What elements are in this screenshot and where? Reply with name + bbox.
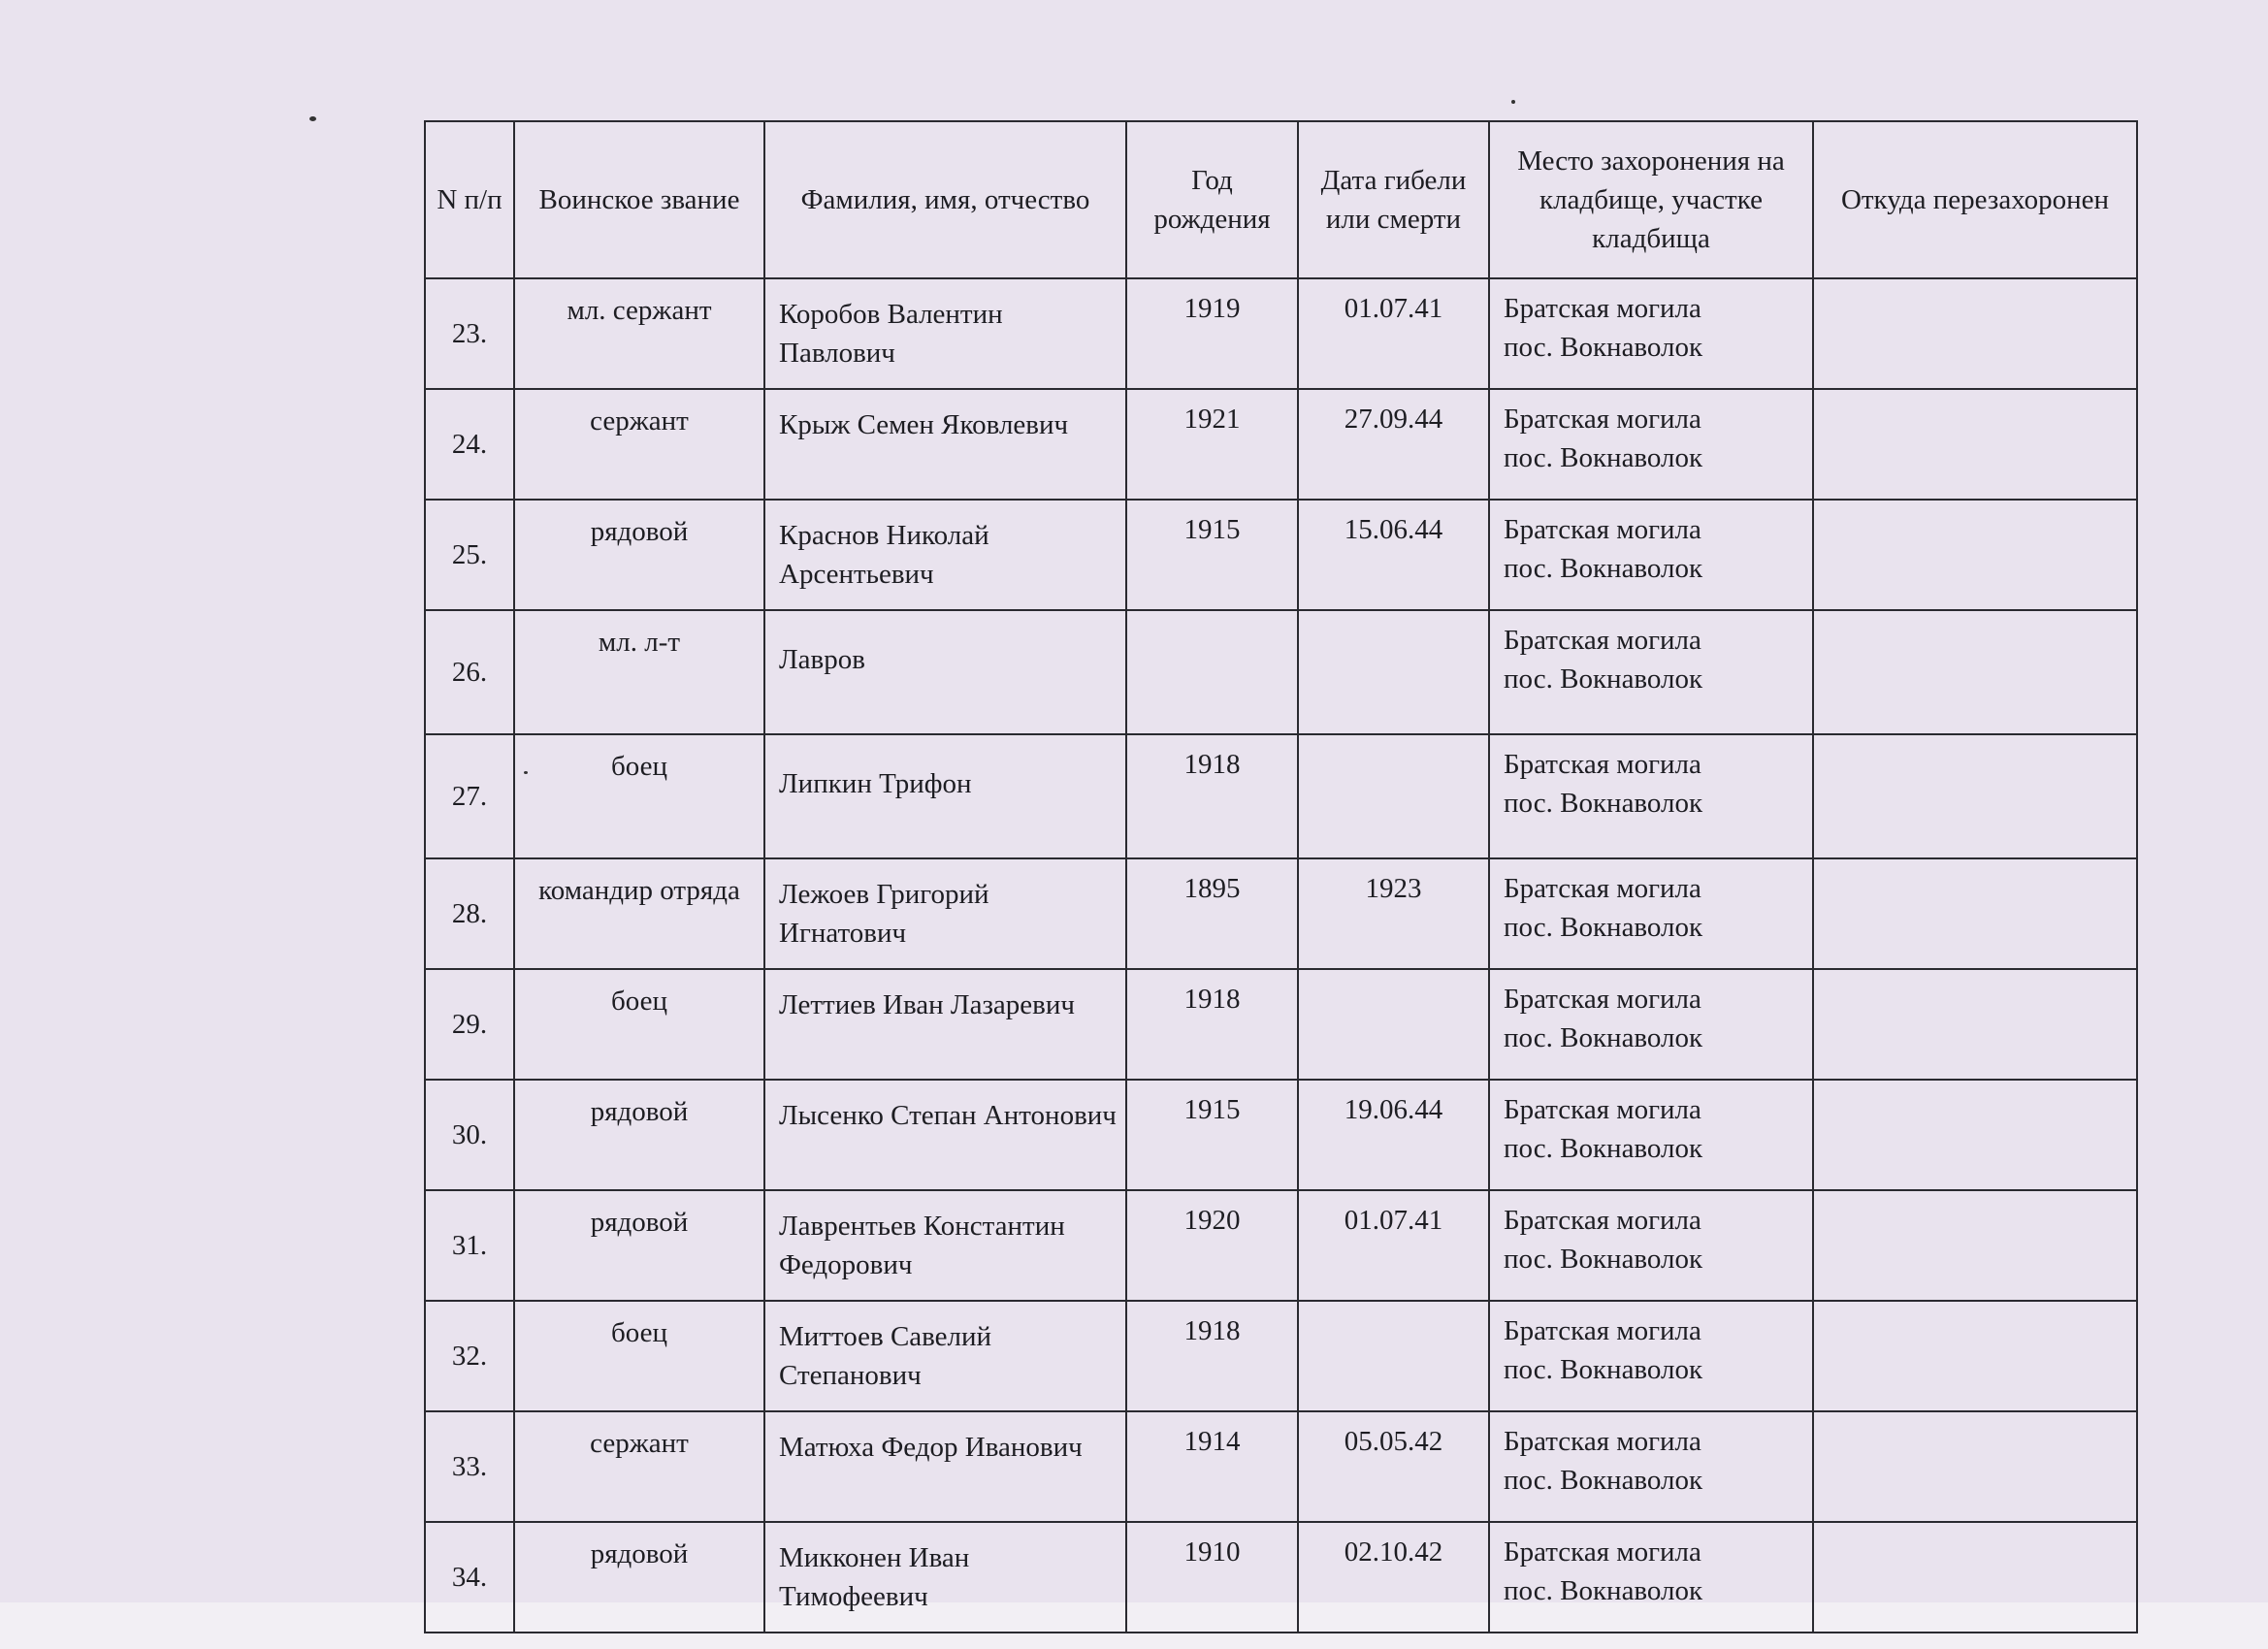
table-row — [425, 1301, 2137, 1411]
row-burial-place — [1489, 858, 1813, 969]
row-birth-year — [1126, 610, 1298, 734]
row-reburied-from — [1813, 389, 2137, 500]
row-reburied-from — [1813, 858, 2137, 969]
row-birth-year: 1921 — [1126, 389, 1298, 500]
burial-place-line1: Братская могила — [1504, 873, 1701, 904]
row-burial-place — [1489, 969, 1813, 1080]
row-reburied-from — [1813, 500, 2137, 610]
burial-place-line1: Братская могила — [1504, 1536, 1701, 1568]
row-burial-place — [1489, 278, 1813, 389]
row-reburied-from — [1813, 1080, 2137, 1190]
row-number: 34. — [425, 1522, 514, 1633]
row-rank: рядовой — [514, 1080, 764, 1190]
burial-place-line2: пос. Вокнаволок — [1504, 912, 1703, 943]
burial-place-line1: Братская могила — [1504, 984, 1701, 1015]
row-burial-place — [1489, 610, 1813, 734]
row-number: 31. — [425, 1190, 514, 1301]
burial-place-line2: пос. Вокнаволок — [1504, 1465, 1703, 1496]
table-row — [425, 1190, 2137, 1301]
row-number: 25. — [425, 500, 514, 610]
row-birth-year: 1918 — [1126, 969, 1298, 1080]
row-reburied-from — [1813, 969, 2137, 1080]
burial-place-line2: пос. Вокнаволок — [1504, 1133, 1703, 1164]
burial-place-line2: пос. Вокнаволок — [1504, 1575, 1703, 1606]
row-death-date — [1298, 610, 1489, 734]
burial-place-line2: пос. Вокнаволок — [1504, 788, 1703, 819]
row-death-date: 27.09.44 — [1298, 389, 1489, 500]
table-row — [425, 500, 2137, 610]
burial-place-line2: пос. Вокнаволок — [1504, 332, 1703, 363]
burial-place-line2: пос. Вокнаволок — [1504, 1022, 1703, 1053]
row-rank: сержант — [514, 1411, 764, 1522]
row-reburied-from — [1813, 610, 2137, 734]
row-death-date: 05.05.42 — [1298, 1411, 1489, 1522]
row-birth-year: 1915 — [1126, 1080, 1298, 1190]
row-name: Лаврентьев Константин Федорович — [764, 1190, 1126, 1301]
row-birth-year: 1919 — [1126, 278, 1298, 389]
table-row — [425, 1411, 2137, 1522]
row-reburied-from — [1813, 278, 2137, 389]
row-name: Лежоев Григорий Игнатович — [764, 858, 1126, 969]
row-burial-place — [1489, 1080, 1813, 1190]
row-burial-place — [1489, 500, 1813, 610]
row-rank: сержант — [514, 389, 764, 500]
burial-place-line1: Братская могила — [1504, 749, 1701, 780]
header-rank: Воинское звание — [514, 121, 764, 278]
header-birth-year: Год рождения — [1126, 121, 1298, 278]
row-death-date: 19.06.44 — [1298, 1080, 1489, 1190]
row-name: Краснов Николай Арсентьевич — [764, 500, 1126, 610]
row-reburied-from — [1813, 1190, 2137, 1301]
scan-speck — [1511, 100, 1515, 104]
row-number: 29. — [425, 969, 514, 1080]
row-death-date — [1298, 1301, 1489, 1411]
row-birth-year: 1910 — [1126, 1522, 1298, 1633]
burial-place-line1: Братская могила — [1504, 1205, 1701, 1236]
row-death-date: 02.10.42 — [1298, 1522, 1489, 1633]
row-reburied-from — [1813, 1522, 2137, 1633]
row-death-date — [1298, 969, 1489, 1080]
row-name: Коробов Валентин Павлович — [764, 278, 1126, 389]
row-death-date: 01.07.41 — [1298, 278, 1489, 389]
row-name: Лавров — [764, 610, 1126, 734]
row-number: 24. — [425, 389, 514, 500]
row-name: Матюха Федор Иванович — [764, 1411, 1126, 1522]
row-name: Миттоев Савелий Степанович — [764, 1301, 1126, 1411]
row-name: Лысенко Степан Антонович — [764, 1080, 1126, 1190]
table-row — [425, 1522, 2137, 1633]
header-name: Фамилия, имя, отчество — [764, 121, 1126, 278]
table-row — [425, 610, 2137, 734]
row-birth-year: 1915 — [1126, 500, 1298, 610]
row-death-date — [1298, 734, 1489, 858]
row-burial-place — [1489, 1522, 1813, 1633]
row-name: Микконен Иван Тимофеевич — [764, 1522, 1126, 1633]
row-rank: рядовой — [514, 1522, 764, 1633]
row-reburied-from — [1813, 1411, 2137, 1522]
row-birth-year: 1920 — [1126, 1190, 1298, 1301]
row-birth-year: 1914 — [1126, 1411, 1298, 1522]
row-name: Крыж Семен Яковлевич — [764, 389, 1126, 500]
row-burial-place — [1489, 1411, 1813, 1522]
row-rank: мл. л-т — [514, 610, 764, 734]
row-birth-year: 1918 — [1126, 1301, 1298, 1411]
row-rank: командир отряда — [514, 858, 764, 969]
table-row — [425, 389, 2137, 500]
row-death-date: 15.06.44 — [1298, 500, 1489, 610]
row-number: 26. — [425, 610, 514, 734]
header-row — [425, 121, 2137, 278]
row-number: 33. — [425, 1411, 514, 1522]
row-death-date: 01.07.41 — [1298, 1190, 1489, 1301]
burial-place-line1: Братская могила — [1504, 514, 1701, 545]
row-name: Липкин Трифон — [764, 734, 1126, 858]
row-rank: боец — [514, 734, 764, 858]
row-reburied-from — [1813, 1301, 2137, 1411]
row-death-date: 1923 — [1298, 858, 1489, 969]
row-rank: боец — [514, 969, 764, 1080]
burial-place-line2: пос. Вокнаволок — [1504, 663, 1703, 695]
row-number: 23. — [425, 278, 514, 389]
table-row — [425, 969, 2137, 1080]
table-row — [425, 734, 2137, 858]
row-number: 30. — [425, 1080, 514, 1190]
row-rank: боец — [514, 1301, 764, 1411]
row-number: 32. — [425, 1301, 514, 1411]
row-birth-year: 1918 — [1126, 734, 1298, 858]
burial-place-line1: Братская могила — [1504, 293, 1701, 324]
row-birth-year: 1895 — [1126, 858, 1298, 969]
row-number: 28. — [425, 858, 514, 969]
header-death-date: Дата гибели или смерти — [1298, 121, 1489, 278]
row-rank: мл. сержант — [514, 278, 764, 389]
row-burial-place — [1489, 1190, 1813, 1301]
burial-place-line2: пос. Вокнаволок — [1504, 553, 1703, 584]
header-burial-place: Место захоронения на кладбище, участке кладбища — [1489, 121, 1813, 278]
burial-register-table — [424, 120, 2138, 1633]
header-num: N п/п — [425, 121, 514, 278]
row-rank: рядовой — [514, 500, 764, 610]
row-reburied-from — [1813, 734, 2137, 858]
header-reburied-from: Откуда перезахоронен — [1813, 121, 2137, 278]
table-row — [425, 278, 2137, 389]
table-row — [425, 858, 2137, 969]
row-number: 27. — [425, 734, 514, 858]
burial-place-line1: Братская могила — [1504, 1315, 1701, 1346]
row-burial-place — [1489, 1301, 1813, 1411]
scan-speck — [309, 116, 316, 121]
table-row — [425, 1080, 2137, 1190]
burial-place-line2: пос. Вокнаволок — [1504, 1244, 1703, 1275]
row-rank: рядовой — [514, 1190, 764, 1301]
burial-place-line1: Братская могила — [1504, 1094, 1701, 1125]
row-burial-place — [1489, 389, 1813, 500]
burial-place-line1: Братская могила — [1504, 625, 1701, 656]
burial-place-line1: Братская могила — [1504, 1426, 1701, 1457]
row-name: Леттиев Иван Лазаревич — [764, 969, 1126, 1080]
burial-place-line2: пос. Вокнаволок — [1504, 1354, 1703, 1385]
burial-place-line1: Братская могила — [1504, 404, 1701, 435]
row-burial-place — [1489, 734, 1813, 858]
burial-place-line2: пос. Вокнаволок — [1504, 442, 1703, 473]
